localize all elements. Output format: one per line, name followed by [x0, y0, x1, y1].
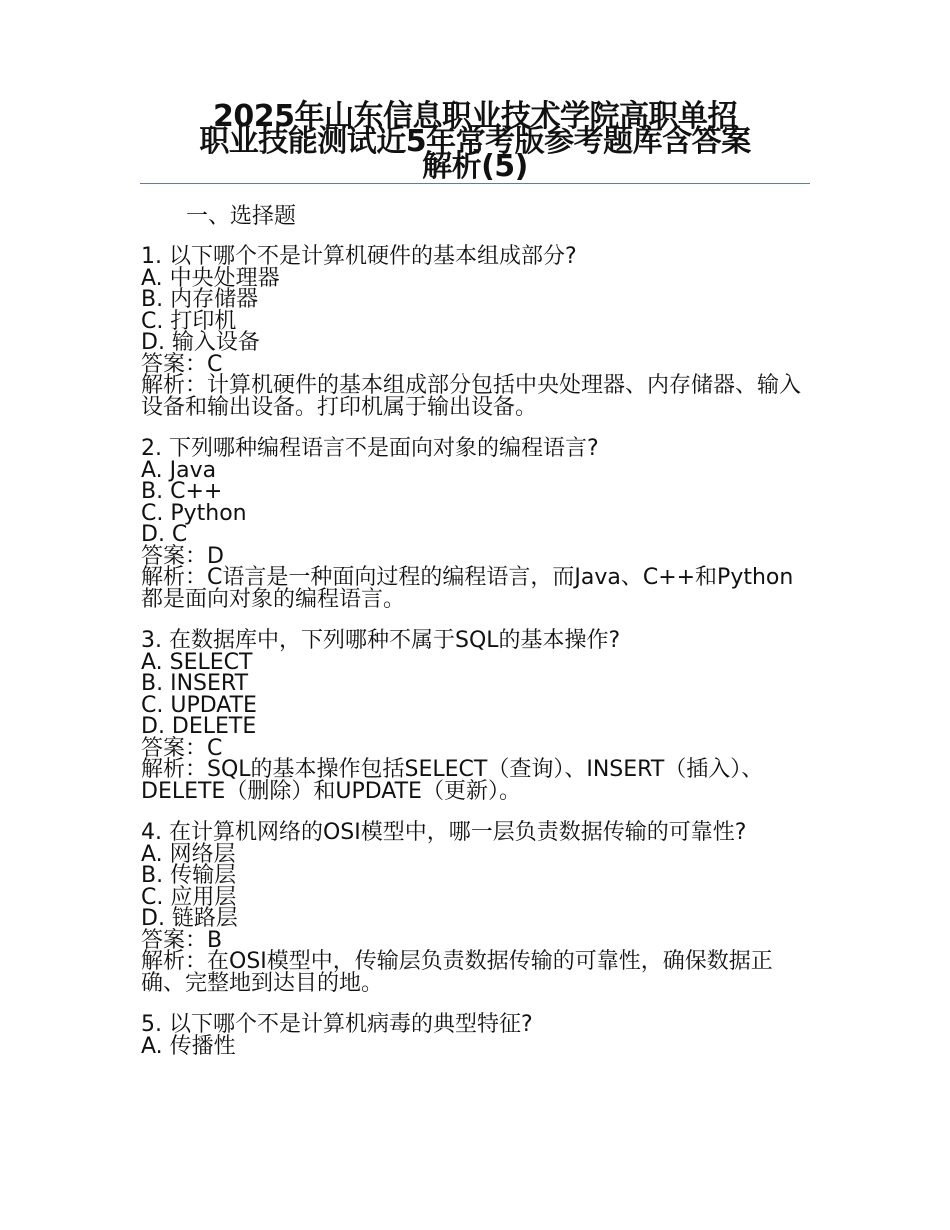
title-divider [140, 183, 810, 184]
title-line-1: 2025年山东信息职业技术学院高职单招 [213, 99, 737, 134]
section-heading: 一、选择题 [186, 204, 297, 229]
explanation: 解析：在OSI模型中，传输层负责数据传输的可靠性，确保数据正确、完整地到达目的地。 [141, 949, 773, 996]
option-a: A. 网络层 [141, 841, 236, 867]
question-5 [141, 1014, 801, 1057]
question-stem: 4. 在计算机网络的OSI模型中，哪一层负责数据传输的可靠性? [141, 820, 747, 845]
option-c: C. 打印机 [141, 308, 237, 334]
option-d: D. 输入设备 [141, 330, 260, 355]
question-1 [141, 246, 801, 418]
question-stem: 5. 以下哪个不是计算机病毒的典型特征? [141, 1012, 533, 1037]
option-b: B. INSERT [141, 671, 249, 696]
option-d: D. 链路层 [141, 906, 238, 931]
question-stem: 2. 下列哪种编程语言不是面向对象的编程语言? [141, 436, 599, 461]
answer: 答案：C [141, 735, 223, 761]
option-c: C. Python [141, 500, 247, 526]
option-b: B. 内存储器 [141, 287, 259, 312]
title-line-2: 职业技能测试近5年常考版参考题库含答案 [199, 124, 751, 159]
title-line-3: 解析(5) [422, 149, 528, 184]
option-d: D. DELETE [141, 714, 257, 739]
option-a: A. 传播性 [141, 1033, 236, 1059]
explanation: 解析：SQL的基本操作包括SELECT（查询）、INSERT（插入）、DELETE（删除）和UPDATE（更新）。 [141, 757, 764, 804]
question-3 [141, 630, 801, 802]
question-stem: 3. 在数据库中，下列哪种不属于SQL的基本操作? [141, 628, 621, 653]
answer: 答案：C [141, 351, 223, 377]
question-list [141, 246, 801, 1077]
option-b: B. C++ [141, 479, 223, 504]
explanation: 解析：计算机硬件的基本组成部分包括中央处理器、内存储器、输入设备和输出设备。打印机属于输出设备。 [141, 373, 802, 420]
option-a: A. 中央处理器 [141, 265, 280, 291]
option-a: A. SELECT [141, 649, 253, 675]
answer: 答案：B [141, 927, 223, 953]
option-b: B. 传输层 [141, 863, 237, 888]
document-title [140, 99, 810, 184]
option-c: C. 应用层 [141, 884, 237, 910]
answer: 答案：D [141, 543, 224, 569]
option-d: D. C [141, 522, 188, 547]
option-a: A. Java [141, 457, 217, 483]
option-c: C. UPDATE [141, 692, 257, 718]
question-2 [141, 438, 801, 610]
explanation: 解析：C语言是一种面向过程的编程语言，而Java、C++和Python都是面向对象的编程语言。 [141, 565, 794, 612]
question-4 [141, 822, 801, 994]
question-stem: 1. 以下哪个不是计算机硬件的基本组成部分? [141, 244, 577, 269]
